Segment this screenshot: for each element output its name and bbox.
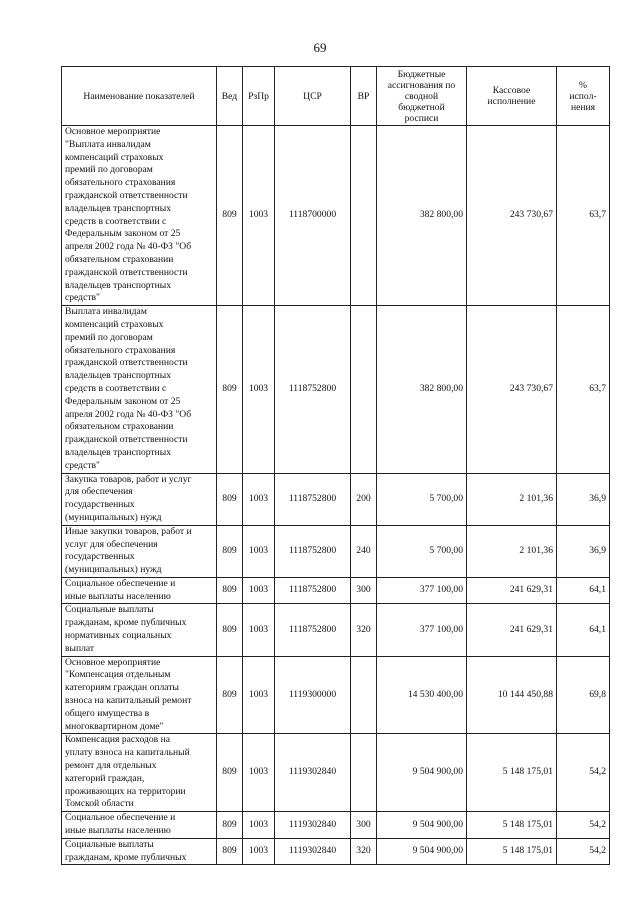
row-csr: 1118700000 (275, 126, 351, 306)
header-csr: ЦСР (275, 67, 351, 126)
row-vr: 200 (351, 473, 377, 525)
row-percent: 64,1 (557, 604, 610, 656)
row-ved: 809 (217, 604, 243, 656)
row-name: Закупка товаров, работ и услуг для обеспечения государственных (муниципальных) нужд (62, 473, 217, 525)
row-csr: 1119300000 (275, 656, 351, 734)
row-csr: 1118752800 (275, 473, 351, 525)
row-vr: 300 (351, 577, 377, 604)
row-percent: 63,7 (557, 306, 610, 473)
row-rzpr: 1003 (243, 838, 275, 865)
row-name: Социальные выплаты гражданам, кроме публичных (62, 838, 217, 865)
row-budget: 5 700,00 (377, 525, 467, 577)
row-rzpr: 1003 (243, 473, 275, 525)
row-budget: 9 504 900,00 (377, 812, 467, 839)
row-budget: 382 800,00 (377, 306, 467, 473)
row-budget: 14 530 400,00 (377, 656, 467, 734)
row-cash: 5 148 175,01 (467, 838, 557, 865)
row-percent: 54,2 (557, 734, 610, 812)
row-budget: 5 700,00 (377, 473, 467, 525)
row-budget: 9 504 900,00 (377, 838, 467, 865)
row-name: Основное мероприятие "Компенсация отдельным категориям граждан оплаты взноса на капитальный ремонт общего имущества в многоквартирном доме" (62, 656, 217, 734)
table-row (62, 577, 610, 604)
row-name: Социальное обеспечение и иные выплаты населению (62, 812, 217, 839)
row-cash: 241 629,31 (467, 604, 557, 656)
row-budget: 377 100,00 (377, 577, 467, 604)
row-rzpr: 1003 (243, 604, 275, 656)
row-ved: 809 (217, 306, 243, 473)
row-csr: 1118752800 (275, 577, 351, 604)
header-indicator-name: Наименование показателей (62, 67, 217, 126)
row-cash: 243 730,67 (467, 126, 557, 306)
table-body (62, 126, 610, 865)
row-ved: 809 (217, 656, 243, 734)
row-cash: 5 148 175,01 (467, 734, 557, 812)
row-vr: 320 (351, 604, 377, 656)
header-ved: Вед (217, 67, 243, 126)
row-budget: 382 800,00 (377, 126, 467, 306)
row-percent: 54,2 (557, 812, 610, 839)
table-row (62, 838, 610, 865)
row-csr: 1119302840 (275, 812, 351, 839)
table-row (62, 473, 610, 525)
row-rzpr: 1003 (243, 126, 275, 306)
row-vr: 320 (351, 838, 377, 865)
table-row (62, 734, 610, 812)
row-name: Социальное обеспечение и иные выплаты населению (62, 577, 217, 604)
row-vr (351, 126, 377, 306)
row-vr: 300 (351, 812, 377, 839)
table-row (62, 525, 610, 577)
row-percent: 69,8 (557, 656, 610, 734)
row-percent: 36,9 (557, 525, 610, 577)
row-csr: 1118752800 (275, 525, 351, 577)
row-cash: 2 101,36 (467, 473, 557, 525)
row-vr (351, 306, 377, 473)
header-rzpr: РзПр (243, 67, 275, 126)
row-cash: 243 730,67 (467, 306, 557, 473)
header-vr: ВР (351, 67, 377, 126)
header-percent-execution: % испол- нения (557, 67, 610, 126)
row-name: Компенсация расходов на уплату взноса на капитальный ремонт для отдельных категорий граждан, проживающих на территории Томской области (62, 734, 217, 812)
row-name: Иные закупки товаров, работ и услуг для обеспечения государственных (муниципальных) нужд (62, 525, 217, 577)
table-header-row (62, 67, 610, 126)
table-row (62, 604, 610, 656)
row-name: Социальные выплаты гражданам, кроме публичных нормативных социальных выплат (62, 604, 217, 656)
row-rzpr: 1003 (243, 577, 275, 604)
row-ved: 809 (217, 577, 243, 604)
row-csr: 1119302840 (275, 838, 351, 865)
row-name: Выплата инвалидам компенсаций страховых премий по договорам обязательного страхования гражданской ответственности владельцев транспортных средств в соответствии с Федеральным законом от 25 апреля 2002 года № 40-ФЗ "Об обязательном страховании гражданской ответственности владельцев транспортных средств" (62, 306, 217, 473)
row-rzpr: 1003 (243, 525, 275, 577)
row-rzpr: 1003 (243, 734, 275, 812)
header-cash-execution: Кассовое исполнение (467, 67, 557, 126)
row-rzpr: 1003 (243, 812, 275, 839)
row-percent: 36,9 (557, 473, 610, 525)
row-ved: 809 (217, 838, 243, 865)
row-percent: 54,2 (557, 838, 610, 865)
row-cash: 10 144 450,88 (467, 656, 557, 734)
row-ved: 809 (217, 525, 243, 577)
row-csr: 1118752800 (275, 604, 351, 656)
page-number: 69 (313, 40, 327, 55)
row-budget: 377 100,00 (377, 604, 467, 656)
row-name: Основное мероприятие "Выплата инвалидам компенсаций страховых премий по договорам обязательного страхования гражданской ответственности владельцев транспортных средств в соответствии с Федеральным законом от 25 апреля 2002 года № 40-ФЗ "Об обязательном страховании гражданской ответственности владельцев транспортных средств" (62, 126, 217, 306)
table-row (62, 126, 610, 306)
row-vr (351, 734, 377, 812)
row-percent: 63,7 (557, 126, 610, 306)
table-row (62, 656, 610, 734)
table-row (62, 306, 610, 473)
row-ved: 809 (217, 734, 243, 812)
row-csr: 1118752800 (275, 306, 351, 473)
table-row (62, 812, 610, 839)
row-vr (351, 656, 377, 734)
header-budget-allocations: Бюджетные ассигнования по сводной бюджетной росписи (377, 67, 467, 126)
row-cash: 241 629,31 (467, 577, 557, 604)
row-cash: 2 101,36 (467, 525, 557, 577)
row-cash: 5 148 175,01 (467, 812, 557, 839)
row-rzpr: 1003 (243, 306, 275, 473)
row-vr: 240 (351, 525, 377, 577)
row-ved: 809 (217, 812, 243, 839)
row-budget: 9 504 900,00 (377, 734, 467, 812)
row-percent: 64,1 (557, 577, 610, 604)
row-csr: 1119302840 (275, 734, 351, 812)
row-ved: 809 (217, 126, 243, 306)
budget-execution-table (61, 66, 610, 865)
row-ved: 809 (217, 473, 243, 525)
row-rzpr: 1003 (243, 656, 275, 734)
